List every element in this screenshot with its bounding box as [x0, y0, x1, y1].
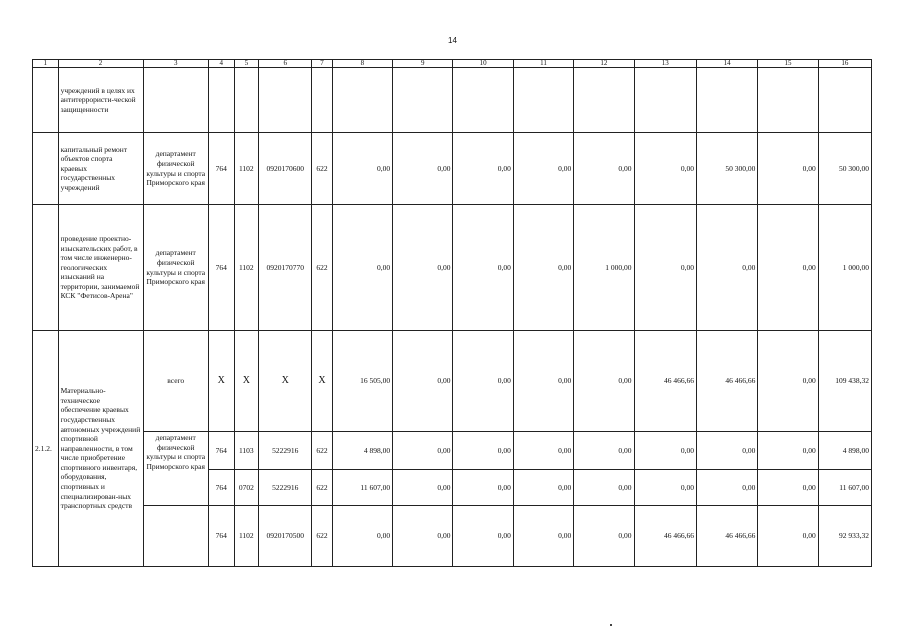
- table-row: [33, 432, 872, 470]
- cell-c4: 764: [208, 470, 234, 506]
- value-cell: 0,00: [574, 432, 634, 470]
- cell-c7: 622: [312, 205, 332, 331]
- cell-c5: [234, 68, 259, 133]
- table-row: [33, 331, 872, 432]
- value-cell: [332, 68, 392, 133]
- row-dept: департамент физической культуры и спорта Приморского края: [143, 205, 208, 331]
- value-cell: 0,00: [513, 506, 573, 567]
- row-id: [33, 133, 59, 205]
- cell-c4: 764: [208, 506, 234, 567]
- value-cell: 46 466,66: [696, 506, 757, 567]
- column-header: 13: [634, 60, 696, 68]
- value-cell: [696, 68, 757, 133]
- row-dept: департамент физической культуры и спорта Приморского края: [143, 133, 208, 205]
- row-dept: всего: [143, 331, 208, 432]
- scan-speck: [610, 624, 612, 626]
- value-cell: 11 607,00: [818, 470, 871, 506]
- value-cell: 0,00: [453, 506, 513, 567]
- value-cell: 109 438,32: [818, 331, 871, 432]
- value-cell: 1 000,00: [818, 205, 871, 331]
- table-row: [33, 506, 872, 567]
- value-cell: 0,00: [513, 331, 573, 432]
- cell-c5: 0702: [234, 470, 259, 506]
- value-cell: 0,00: [332, 133, 392, 205]
- table-row: [33, 68, 872, 133]
- value-cell: 0,00: [574, 133, 634, 205]
- value-cell: 0,00: [574, 470, 634, 506]
- cell-c7: 622: [312, 432, 332, 470]
- column-header: 2: [58, 60, 143, 68]
- column-header: 4: [208, 60, 234, 68]
- value-cell: 0,00: [574, 506, 634, 567]
- value-cell: 16 505,00: [332, 331, 392, 432]
- cell-c7: 622: [312, 506, 332, 567]
- value-cell: 0,00: [634, 432, 696, 470]
- value-cell: 0,00: [696, 432, 757, 470]
- cell-c4: 764: [208, 133, 234, 205]
- value-cell: 0,00: [634, 470, 696, 506]
- value-cell: 0,00: [393, 470, 453, 506]
- budget-table: [32, 59, 872, 567]
- row-id: [33, 205, 59, 331]
- value-cell: 0,00: [453, 205, 513, 331]
- cell-c6: 5222916: [259, 432, 312, 470]
- cell-c6: 0920170770: [259, 205, 312, 331]
- value-cell: 0,00: [634, 133, 696, 205]
- value-cell: [513, 68, 573, 133]
- value-cell: [453, 68, 513, 133]
- cell-c6: 0920170600: [259, 133, 312, 205]
- row-dept: департамент физической культуры и спорта Приморского края: [143, 432, 208, 506]
- table-row: [33, 205, 872, 331]
- cell-c7: [312, 68, 332, 133]
- value-cell: 0,00: [758, 432, 818, 470]
- cell-c5: Х: [234, 331, 259, 432]
- value-cell: [574, 68, 634, 133]
- value-cell: 0,00: [758, 470, 818, 506]
- value-cell: 0,00: [453, 432, 513, 470]
- value-cell: 0,00: [393, 432, 453, 470]
- cell-c6: Х: [259, 331, 312, 432]
- value-cell: 50 300,00: [696, 133, 757, 205]
- value-cell: 4 898,00: [818, 432, 871, 470]
- value-cell: 11 607,00: [332, 470, 392, 506]
- value-cell: 0,00: [513, 133, 573, 205]
- value-cell: 0,00: [393, 331, 453, 432]
- cell-c6: [259, 68, 312, 133]
- value-cell: 0,00: [393, 506, 453, 567]
- value-cell: 0,00: [758, 205, 818, 331]
- row-dept: [143, 68, 208, 133]
- value-cell: 0,00: [513, 205, 573, 331]
- value-cell: 0,00: [453, 331, 513, 432]
- column-header: 10: [453, 60, 513, 68]
- column-header: 16: [818, 60, 871, 68]
- column-header: 6: [259, 60, 312, 68]
- column-header: 9: [393, 60, 453, 68]
- row-id: 2.1.2.: [33, 331, 59, 567]
- column-header: 11: [513, 60, 573, 68]
- value-cell: 0,00: [758, 506, 818, 567]
- cell-c7: 622: [312, 470, 332, 506]
- value-cell: 0,00: [696, 205, 757, 331]
- cell-c5: 1102: [234, 205, 259, 331]
- value-cell: 46 466,66: [696, 331, 757, 432]
- value-cell: 0,00: [758, 331, 818, 432]
- cell-c6: 5222916: [259, 470, 312, 506]
- row-name: Материально-техническое обеспечение краевых государственных автономных учреждений спортивной направленности, в том числе приобретение спортивного инвентаря, оборудования, спортивных и специализирован-ных транспортных средств: [58, 331, 143, 567]
- column-header: 5: [234, 60, 259, 68]
- cell-c4: 764: [208, 432, 234, 470]
- cell-c7: Х: [312, 331, 332, 432]
- row-name: учреждений в целях их антитеррористи-ческой защищенности: [58, 68, 143, 133]
- value-cell: 0,00: [332, 506, 392, 567]
- cell-c4: Х: [208, 331, 234, 432]
- column-header: 1: [33, 60, 59, 68]
- column-header: 15: [758, 60, 818, 68]
- value-cell: 0,00: [513, 432, 573, 470]
- value-cell: [634, 68, 696, 133]
- value-cell: 0,00: [758, 133, 818, 205]
- cell-c7: 622: [312, 133, 332, 205]
- value-cell: 46 466,66: [634, 331, 696, 432]
- value-cell: 0,00: [696, 470, 757, 506]
- cell-c5: 1103: [234, 432, 259, 470]
- value-cell: 1 000,00: [574, 205, 634, 331]
- value-cell: 50 300,00: [818, 133, 871, 205]
- value-cell: 46 466,66: [634, 506, 696, 567]
- value-cell: 0,00: [332, 205, 392, 331]
- row-dept-empty: [143, 506, 208, 567]
- column-header: 3: [143, 60, 208, 68]
- value-cell: 0,00: [453, 133, 513, 205]
- cell-c6: 0920170500: [259, 506, 312, 567]
- column-header: 12: [574, 60, 634, 68]
- row-id: [33, 68, 59, 133]
- cell-c5: 1102: [234, 506, 259, 567]
- value-cell: 0,00: [453, 470, 513, 506]
- column-header: 8: [332, 60, 392, 68]
- cell-c5: 1102: [234, 133, 259, 205]
- value-cell: [758, 68, 818, 133]
- value-cell: [818, 68, 871, 133]
- column-header: 14: [696, 60, 757, 68]
- value-cell: 4 898,00: [332, 432, 392, 470]
- row-name: проведение проектно-изыскательских работ, в том числе инженерно-геологических изысканий на территории, занимаемой КСК "Фетисов-Арена": [58, 205, 143, 331]
- column-header: 7: [312, 60, 332, 68]
- value-cell: [393, 68, 453, 133]
- cell-c4: 764: [208, 205, 234, 331]
- value-cell: 0,00: [393, 205, 453, 331]
- value-cell: 0,00: [393, 133, 453, 205]
- row-name: капитальный ремонт объектов спорта краевых государственных учреждений: [58, 133, 143, 205]
- table-row: [33, 133, 872, 205]
- value-cell: 92 933,32: [818, 506, 871, 567]
- column-number-row: [33, 60, 872, 68]
- value-cell: 0,00: [574, 331, 634, 432]
- page-number: 14: [448, 36, 457, 45]
- cell-c4: [208, 68, 234, 133]
- value-cell: 0,00: [513, 470, 573, 506]
- value-cell: 0,00: [634, 205, 696, 331]
